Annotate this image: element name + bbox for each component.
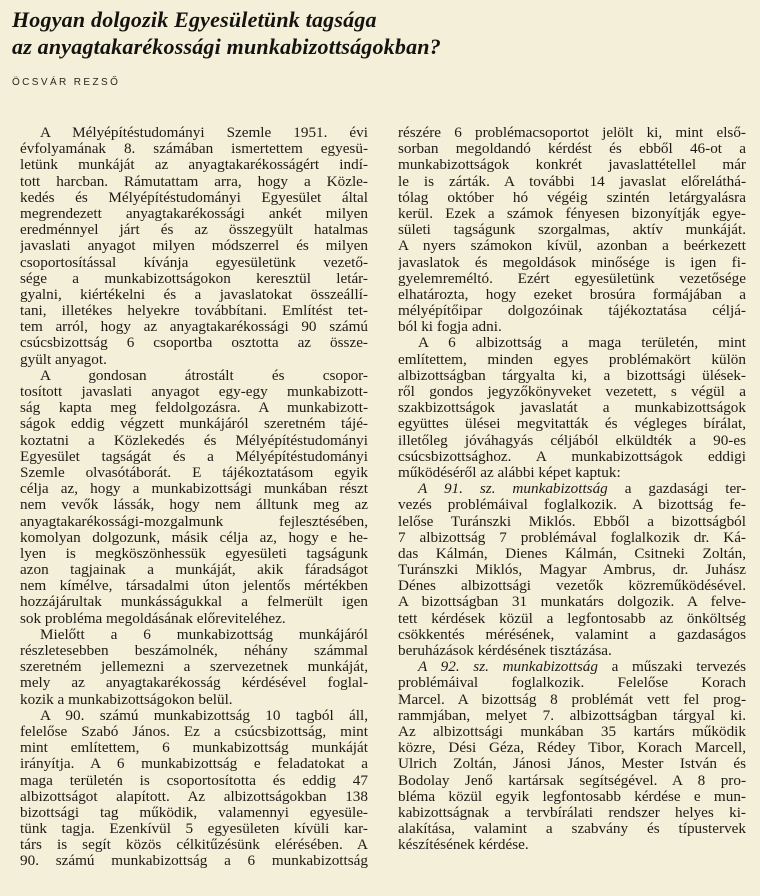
- text-line: felelőse Szabó János. Ez a csúcsbizottság, mint: [20, 723, 368, 740]
- text-line: gyelemreméltó. Ezért egyesületünk vezetősége: [398, 270, 746, 287]
- subsection-heading: A 92. sz. munkabizottság: [418, 659, 598, 676]
- text-line: közre, Dési Géza, Rédey Tibor, Korach Marcell,: [398, 740, 746, 757]
- text-line: együttes ülései megvitatták és végleges bírálat,: [398, 416, 746, 433]
- text-line: kozik a munkabizottságokon belül.: [20, 691, 233, 708]
- text-line: azon tagjainak a munkáját, akik fáradságot: [20, 562, 368, 579]
- text-line: tani, illetékes helyekre továbbítani. Említést tet-: [20, 303, 368, 320]
- text-line: [398, 481, 746, 497]
- text-line: részére 6 problémacsoportot jelölt ki, mint első-: [398, 125, 746, 141]
- text-line: lelőse Turánszki Miklós. Ebből a bizottságból: [398, 513, 746, 530]
- text-line: 90. számú munkabizottság a 6 munkabizottság: [20, 853, 368, 870]
- text-line: elhatározta, hogy ezeket brosúra formájában a: [398, 286, 746, 303]
- text-line: 7 albizottság 7 problémával foglalkozik dr. Ká-: [398, 529, 746, 546]
- text-line: irányítja. A 6 munkabizottság e feladatokat a: [20, 756, 368, 773]
- text-line: A nyers számokon kívül, azonban a beérkezett: [398, 238, 746, 255]
- text-line: bizottsági tag működik, valamennyi egyesüle-: [20, 804, 368, 821]
- text-line: das Kálmán, Dienes Kálmán, Csitneki Zoltán,: [398, 545, 746, 562]
- text-line: A gondosan átrostált és csopor-: [40, 367, 368, 384]
- text-line: sok probléma megoldásának előreviteléhez.: [20, 610, 286, 627]
- text-line: sorban megoldandó kérdést és ebből 46-ot a: [398, 141, 746, 158]
- text-line: évfolyamának 8. számában ismertettem egyesü-: [20, 141, 368, 158]
- text-line: ságok eddig végzett munkájáról szeretném tájé-: [20, 416, 368, 433]
- text-line: beruházások kérdésének tisztázása.: [398, 643, 612, 659]
- text-line: Bodolay Jenő kartársak segítségével. A 8 pro-: [398, 772, 746, 789]
- text-line: tünk tagja. Ezenkívül 5 egyesületen kívüli kar-: [20, 821, 368, 838]
- text-line: lyen is megköszönhessük egyesületi tagságunk: [20, 545, 368, 562]
- text-line: javaslatok és megoldások minősége is igen fi-: [398, 254, 746, 271]
- text-line: sületi tagságunk szorgalmas, aktív munkáját.: [398, 222, 746, 239]
- text-line: tosított javaslati anyagot egy-egy munkabizott-: [20, 384, 368, 400]
- text-line: albizottságot alapított. Az albizottságokban 138: [20, 788, 368, 805]
- text-line: sége a munkabizottságokon keresztül letár-: [20, 270, 368, 287]
- text-line: Turánszki Miklós, Magyar Ambrus, dr. Juhász: [398, 562, 746, 579]
- body-column-left: [20, 125, 368, 870]
- text-line: ről gondos jegyzőkönyveket vezetett, s végül a: [398, 384, 746, 400]
- text-line: csökkentés mérésének, valamint a gazdaságos: [398, 626, 746, 643]
- article-title-line-2: az anyagtakarékossági munkabizottságokban?: [12, 34, 441, 59]
- text-line: problémáival foglalkozik. Felelőse Korach: [398, 675, 746, 692]
- text-line: le is zárták. A további 14 javaslat előreláthá-: [398, 173, 746, 190]
- text-line: letünk munkáját az anyagtakarékosságért indí-: [20, 157, 368, 174]
- text-line-content: a gazdasági ter-: [607, 481, 746, 498]
- text-line: csúcsbizottság 6 csoportba osztotta az össze-: [20, 335, 368, 352]
- text-line: működéséről az alábbi képet kaptuk:: [398, 464, 621, 481]
- text-line: társ is segít közös célkitűzésünk elérésében. A: [20, 837, 368, 854]
- subsection-heading: A 91. sz. munkabizottság: [418, 481, 608, 498]
- text-line: tólag október hó végéig szintén letárgyalásra: [398, 189, 746, 206]
- text-line: tott harcban. Rámutattam arra, hogy a Közle-: [20, 173, 368, 190]
- text-line: kabizottságnak a tervbírálati rendszer helyes ki-: [398, 804, 746, 821]
- author-name: ÖCSVÁR REZSŐ: [12, 77, 121, 88]
- text-line: mélyépítőipar dolgozóinak tájékoztatása céljá-: [398, 303, 746, 320]
- text-line: részletesebben beszámolnék, néhány számmal: [20, 643, 368, 659]
- article-title-line-1: Hogyan dolgozik Egyesületünk tagsága: [12, 7, 377, 32]
- text-line: csúcsbizottsághoz. A munkabizottságok eddigi: [398, 448, 746, 465]
- text-line: Ulrich Zoltán, Jánosi János, Mester István és: [398, 756, 746, 773]
- text-line: illetőleg jóváhagyás céljából elküldték a 90-es: [398, 432, 746, 449]
- text-line: A 90. számú munkabizottság 10 tagból áll,: [40, 707, 368, 724]
- text-line: rammjában, melyet 7. albizottságban tárgyal ki.: [398, 707, 746, 724]
- text-line: kedés és Mélyépítéstudományi Egyesület által: [20, 189, 368, 206]
- text-line: célja az, hogy a munkabizottsági munkában részt: [20, 481, 368, 498]
- text-line: bléma közül egyik legfontosabb kérdése e mun-: [398, 788, 746, 805]
- text-line-content: a műszaki tervezés: [597, 659, 746, 676]
- text-line: Szemle olvasótáborát. E tájékoztatásom egyik: [20, 464, 368, 481]
- text-line: ság kapta meg feldolgozásra. A munkabizott-: [20, 400, 368, 417]
- text-line: mely az anyagtakarékosság kérdésével foglal-: [20, 675, 368, 692]
- text-line: [398, 659, 746, 675]
- text-line: ból ki fogja adni.: [398, 319, 502, 336]
- text-line: csoportosítással kívánja egyesületünk vezető-: [20, 254, 368, 271]
- text-line: anyagtakarékossági-mozgalmunk fejlesztésében,: [20, 513, 368, 530]
- text-line: eredménnyel járt és az összegyült hatalmas: [20, 222, 368, 239]
- text-line: Egyesület tagságát és a Mélyépítéstudományi: [20, 448, 368, 465]
- text-line: készítésének kérdése.: [398, 837, 529, 854]
- text-line: A 6 albizottság a maga területén, mint: [418, 335, 746, 352]
- text-line: Marcel. A bizottság 8 problémát vett fel prog-: [398, 691, 746, 708]
- text-line: alakítása, valamint a szabvány és típustervek: [398, 821, 746, 838]
- text-line: kerül. Ezek a számok fényesen bizonyítják egye-: [398, 205, 746, 222]
- text-line: albizottságban tárgyalta ki, a bizottsági ülések-: [398, 367, 746, 384]
- text-line: nem vevők lássák, hogy nem álltunk meg az: [20, 497, 368, 514]
- text-line: hozzájárultak munkásságukkal a felmerült igen: [20, 594, 368, 611]
- text-line: komolyan dolgozunk, másik célja az, hogy e he-: [20, 529, 368, 546]
- text-line: mint említettem, 6 munkabizottság munkáját: [20, 740, 368, 757]
- text-line: említettem, minden egyes problémakört külön: [398, 351, 746, 368]
- text-line: Dénes albizottsági vezetők közreműködésével.: [398, 578, 746, 595]
- text-line: tem arról, hogy az anyagtakarékossági 90 számú: [20, 319, 368, 336]
- text-line: A bizottságban 31 munkatárs dolgozik. A felve-: [398, 594, 746, 611]
- text-line: Mielőtt a 6 munkabizottság munkájáról: [40, 626, 368, 643]
- text-line: szakbizottságok javaslatát a munkabizottságok: [398, 400, 746, 417]
- text-line: tett kérdések közül a legfontosabb az önköltség: [398, 610, 746, 627]
- text-line: A Mélyépítéstudományi Szemle 1951. évi: [40, 125, 368, 141]
- text-line: gyalni, kiértékelni és a javaslatokat összeállí-: [20, 286, 368, 303]
- text-line: gyült anyagot.: [20, 351, 107, 368]
- article-title: [12, 6, 748, 60]
- text-line: vezés problémáival foglalkozik. A bizottság fe-: [398, 497, 746, 514]
- text-line: megrendezett anyagtakarékossági ankét milyen: [20, 205, 368, 222]
- text-line: javaslati anyagot milyen módszerrel és milyen: [20, 238, 368, 255]
- text-line: munkabizottságok konkrét javaslattétellel már: [398, 157, 746, 174]
- text-line: szeretném jellemezni a szervezetnek munkáját,: [20, 659, 368, 676]
- text-line: nem kímélve, társadalmi úton jelentős mértékben: [20, 578, 368, 595]
- text-line: maga területén is csoportosította és eddig 47: [20, 772, 368, 789]
- text-line: koztatni a Közlekedés és Mélyépítéstudományi: [20, 432, 368, 449]
- body-column-right: [398, 125, 746, 853]
- text-line: Az albizottsági munkában 35 kartárs működik: [398, 723, 746, 740]
